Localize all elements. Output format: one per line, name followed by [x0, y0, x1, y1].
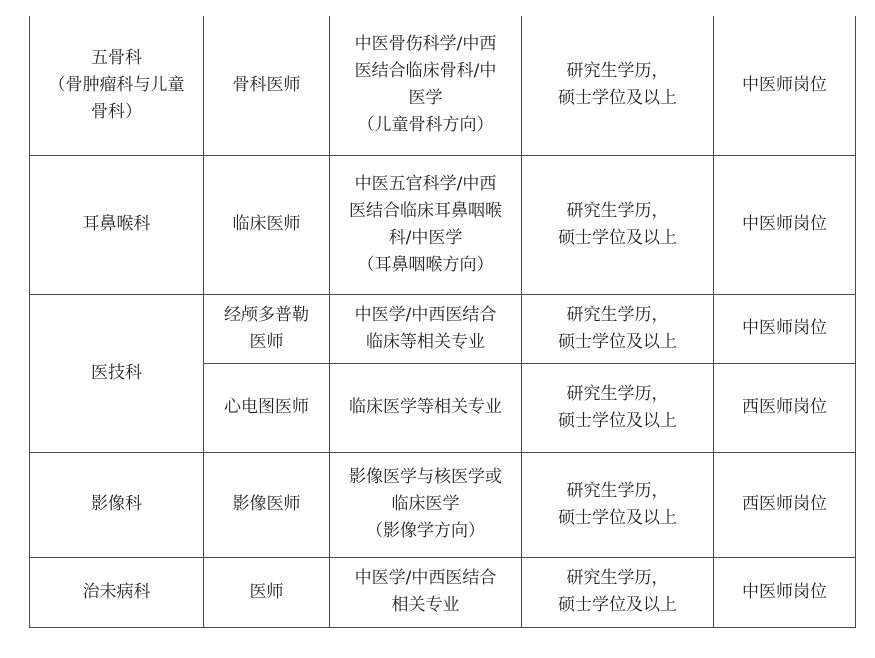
education-cell: 研究生学历， 硕士学位及以上: [522, 294, 714, 363]
post-type-cell: 中医师岗位: [714, 557, 856, 627]
table-row: [30, 16, 856, 155]
recruitment-table: [29, 16, 856, 628]
education-cell: 研究生学历， 硕士学位及以上: [522, 155, 714, 294]
department-cell: 影像科: [30, 452, 204, 557]
table-row: [30, 294, 856, 363]
department-cell: 医技科: [30, 294, 204, 452]
major-cell: 临床医学等相关专业: [330, 363, 522, 452]
post-type-cell: 中医师岗位: [714, 155, 856, 294]
post-type-cell: 中医师岗位: [714, 16, 856, 155]
position-cell: 经颅多普勒 医师: [204, 294, 330, 363]
major-cell: 中医骨伤科学/中西 医结合临床骨科/中 医学 （儿童骨科方向）: [330, 16, 522, 155]
post-type-cell: 西医师岗位: [714, 452, 856, 557]
position-cell: 医师: [204, 557, 330, 627]
education-cell: 研究生学历， 硕士学位及以上: [522, 452, 714, 557]
post-type-cell: 西医师岗位: [714, 363, 856, 452]
table-row: [30, 452, 856, 557]
department-cell: 耳鼻喉科: [30, 155, 204, 294]
table-row: [30, 155, 856, 294]
post-type-cell: 中医师岗位: [714, 294, 856, 363]
education-cell: 研究生学历， 硕士学位及以上: [522, 557, 714, 627]
education-cell: 研究生学历， 硕士学位及以上: [522, 363, 714, 452]
position-cell: 骨科医师: [204, 16, 330, 155]
position-cell: 心电图医师: [204, 363, 330, 452]
position-cell: 临床医师: [204, 155, 330, 294]
major-cell: 中医学/中西医结合 相关专业: [330, 557, 522, 627]
department-cell: 治未病科: [30, 557, 204, 627]
education-cell: 研究生学历， 硕士学位及以上: [522, 16, 714, 155]
major-cell: 中医五官科学/中西 医结合临床耳鼻咽喉 科/中医学 （耳鼻咽喉方向）: [330, 155, 522, 294]
position-cell: 影像医师: [204, 452, 330, 557]
major-cell: 影像医学与核医学或 临床医学 （影像学方向）: [330, 452, 522, 557]
table-row: [30, 557, 856, 627]
major-cell: 中医学/中西医结合 临床等相关专业: [330, 294, 522, 363]
department-cell: 五骨科 （骨肿瘤科与儿童 骨科）: [30, 16, 204, 155]
